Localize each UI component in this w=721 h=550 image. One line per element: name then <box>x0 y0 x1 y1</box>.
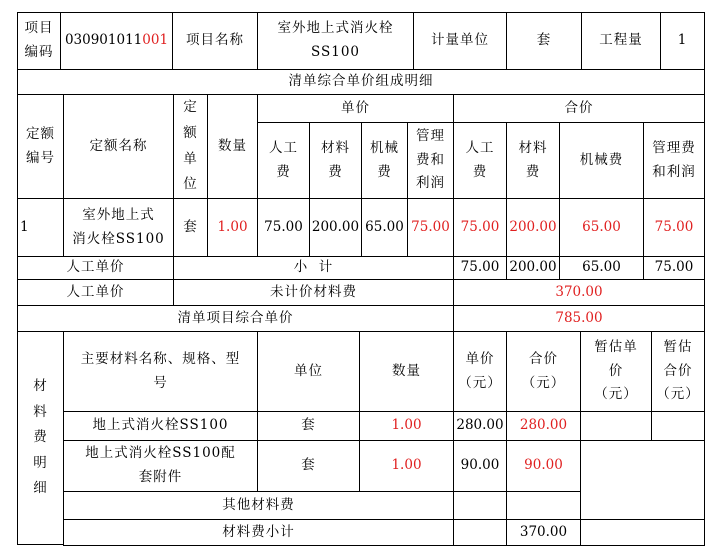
mat-item-qty: 1.00 <box>359 411 454 441</box>
col-material-total: 材料 费 <box>506 122 560 199</box>
subtotal-mgmt: 75.00 <box>643 256 705 280</box>
mat-subtotal-price <box>453 519 507 546</box>
mat-subtotal-value: 370.00 <box>506 519 581 546</box>
row1-mgmt-total: 75.00 <box>643 198 705 257</box>
unpriced-label: 未计价材料费 <box>173 279 454 306</box>
mat-item-unit: 套 <box>257 411 360 441</box>
col-total-price-group: 合价 <box>453 94 705 123</box>
col-mgmt: 管理 费和 利润 <box>407 122 454 199</box>
mat-item-est-unit <box>580 411 652 441</box>
col-unit-price-group: 单价 <box>257 94 454 123</box>
unit-label: 计量单位 <box>413 12 507 70</box>
mat-subtotal-empty <box>580 519 705 546</box>
col-machine-total: 机械费 <box>559 122 644 199</box>
row1-quantity: 1.00 <box>207 198 258 257</box>
material-section-label: 材 料 费 明 细 <box>17 331 64 545</box>
subtotal-labor-unit-label: 人工单价 <box>17 256 174 280</box>
row1-labor-total: 75.00 <box>453 198 507 257</box>
mat-header-est-total: 暂估 合价 （元） <box>651 331 705 412</box>
composite-label: 清单项目综合单价 <box>17 305 454 332</box>
quantity-label: 工程量 <box>581 12 661 70</box>
row1-unit: 套 <box>173 198 208 257</box>
col-mgmt-total: 管理费 和利润 <box>643 122 705 199</box>
subtotal-machine: 65.00 <box>559 256 644 280</box>
item-code-label: 项目 编码 <box>17 12 61 70</box>
col-machine: 机械 费 <box>361 122 408 199</box>
col-quantity: 数量 <box>207 94 258 199</box>
row1-mgmt: 75.00 <box>407 198 454 257</box>
mat-item-est-total <box>651 411 705 441</box>
unpriced-labor-unit-label: 人工单价 <box>17 279 174 306</box>
mat-item-price: 280.00 <box>453 411 507 441</box>
unit-value: 套 <box>506 12 582 70</box>
row1-quota-name: 室外地上式 消火栓SS100 <box>63 198 174 257</box>
mat-item-qty: 1.00 <box>359 440 454 492</box>
breakdown-title: 清单综合单价组成明细 <box>17 69 705 95</box>
mat-subtotal-label: 材料费小计 <box>63 519 454 546</box>
mat-other-price <box>453 491 507 520</box>
mat-header-total: 合价 （元） <box>506 331 581 412</box>
subtotal-labor: 75.00 <box>453 256 507 280</box>
mat-item-price: 90.00 <box>453 440 507 492</box>
row1-material-total: 200.00 <box>506 198 560 257</box>
row1-material: 200.00 <box>309 198 362 257</box>
unpriced-value: 370.00 <box>453 279 705 306</box>
mat-header-unit-price: 单价 （元） <box>453 331 507 412</box>
row1-machine-total: 65.00 <box>559 198 644 257</box>
mat-header-qty: 数量 <box>359 331 454 412</box>
mat-item-name: 地上式消火栓SS100配 套附件 <box>63 440 258 492</box>
mat-item-total: 280.00 <box>506 411 581 441</box>
row1-machine: 65.00 <box>361 198 408 257</box>
col-quota-unit: 定 额 单 位 <box>173 94 208 199</box>
col-quota-no: 定额 编号 <box>17 94 64 199</box>
mat-other-total <box>506 491 581 520</box>
item-code-value <box>60 12 173 70</box>
mat-header-est-unit: 暂估单 价 （元） <box>580 331 652 412</box>
row1-quota-no: 1 <box>17 198 64 257</box>
mat-item-unit: 套 <box>257 440 360 492</box>
mat-item-name: 地上式消火栓SS100 <box>63 411 258 441</box>
item-code-prefix: 030901011 <box>64 32 143 49</box>
composite-value: 785.00 <box>453 305 705 332</box>
col-quota-name: 定额名称 <box>63 94 174 199</box>
mat-item-total: 90.00 <box>506 440 581 492</box>
mat-header-name: 主要材料名称、规格、型 号 <box>63 331 258 412</box>
mat-header-unit: 单位 <box>257 331 360 412</box>
col-material: 材料 费 <box>309 122 362 199</box>
mat-empty-cell <box>580 440 705 520</box>
subtotal-label: 小 计 <box>173 256 454 280</box>
row1-labor: 75.00 <box>257 198 310 257</box>
item-name-value: 室外地上式消火栓 SS100 <box>257 12 414 70</box>
subtotal-material: 200.00 <box>506 256 560 280</box>
col-labor-total: 人工 费 <box>453 122 507 199</box>
item-code-suffix: 001 <box>142 32 169 49</box>
item-name-label: 项目名称 <box>172 12 258 70</box>
mat-other-label: 其他材料费 <box>63 491 454 520</box>
quantity-value: 1 <box>660 12 705 70</box>
col-labor: 人工 费 <box>257 122 310 199</box>
